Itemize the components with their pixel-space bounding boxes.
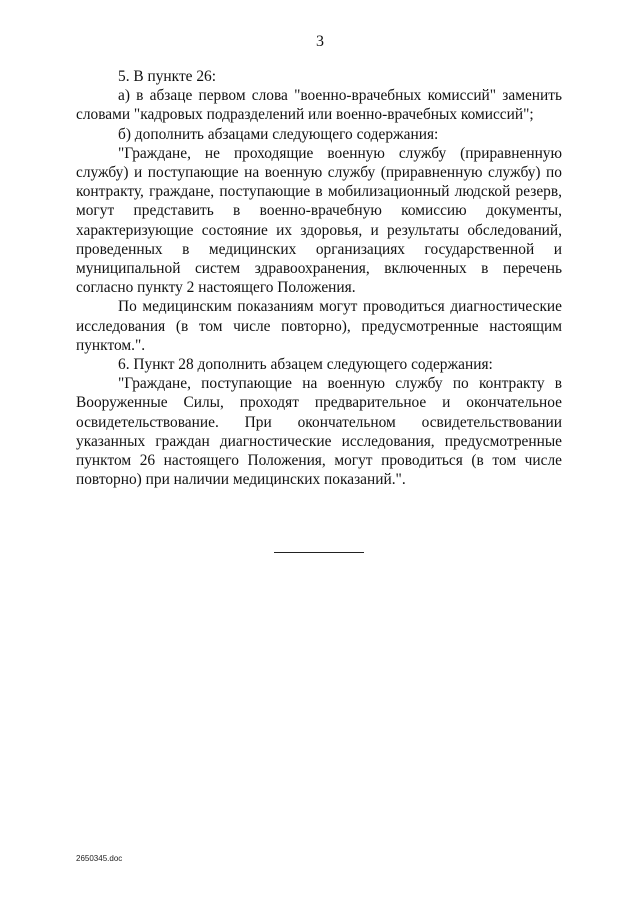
- paragraph-medical-indications: По медицинским показаниям могут проводиться диагностические исследования (в том числе повторно), предусмотренные настоящим пунктом.".: [76, 298, 562, 354]
- footer-filename: 2650345.doc: [76, 854, 123, 863]
- paragraph-item-5-header: 5. В пункте 26:: [118, 68, 217, 85]
- paragraph-quote-contract: "Граждане, поступающие на военную службу по контракту в Вооруженные Силы, проходят предварительное и окончательное освидетельствование. При окончательном освидетельствовании указанных граждан диагностические исследования, предусмотренные пунктом 26 настоящего Положения, могут проводиться (в том числе повторно) при наличии медицинских показаний.".: [76, 375, 562, 489]
- paragraph-quote-citizens: "Граждане, не проходящие военную службу (приравненную службу) и поступающие на военную службу (приравненную службу) по контракту, граждане, поступающие в мобилизационный людской резерв, могут представить в военно-врачебную комиссию документы, характеризующие состояние их здоровья, и результаты обследований, проведенных в медицинских организациях государственной и муниципальной систем здравоохранения, включенных в перечень согласно пункту 2 настоящего Положения.: [76, 144, 562, 297]
- paragraph-subitem-a: а) в абзаце первом слова "военно-врачебных комиссий" заменить словами "кадровых подразделений или военно-врачебных комиссий";: [76, 87, 562, 124]
- page-number: 3: [316, 33, 324, 50]
- closing-rule: [274, 552, 364, 553]
- document-body: [76, 67, 562, 489]
- paragraph-item-6-header: 6. Пункт 28 дополнить абзацем следующего содержания:: [118, 356, 493, 374]
- paragraph-subitem-b: б) дополнить абзацами следующего содержания:: [118, 125, 439, 143]
